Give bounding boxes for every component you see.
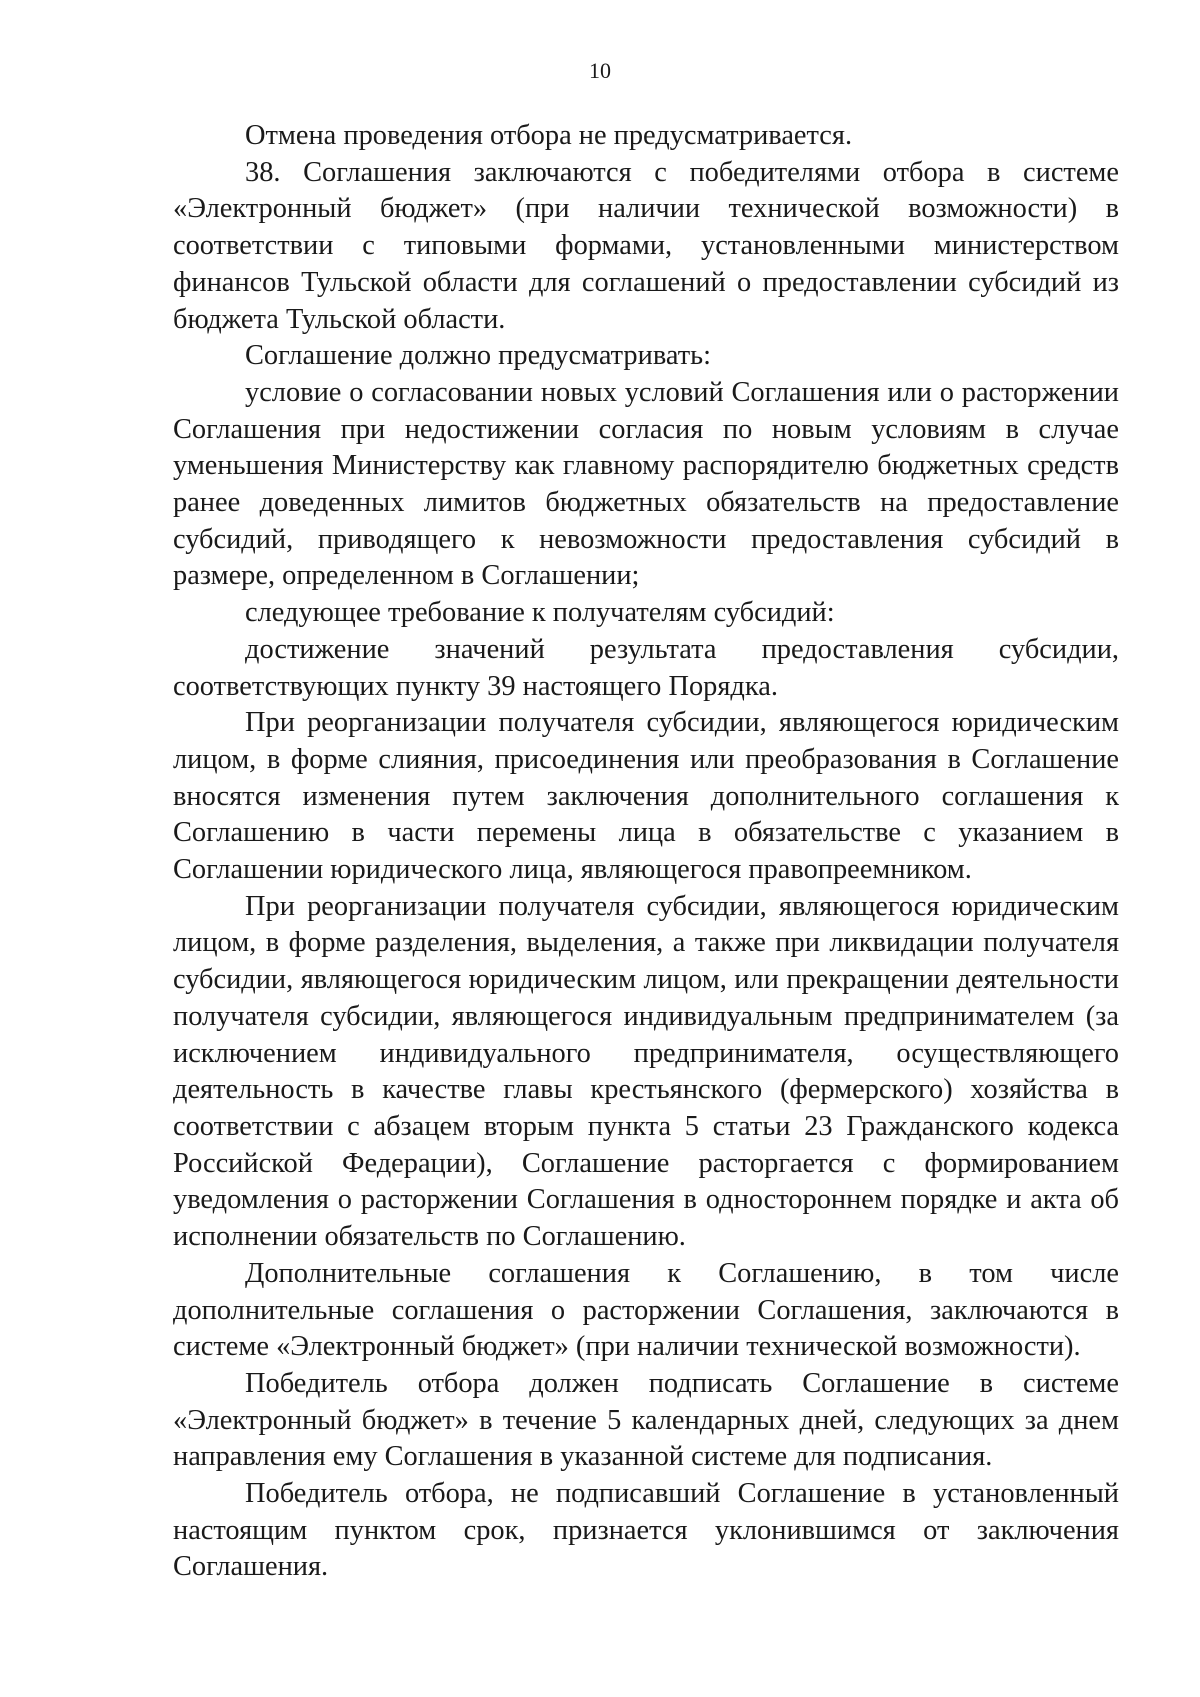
paragraph-result-achievement: достижение значений результата предоставления субсидии, соответствующих пункту 39 настоящего Порядка.: [173, 633, 1119, 702]
paragraph-selection-cancellation: Отмена проведения отбора не предусматривается.: [245, 120, 853, 151]
paragraph-reorganization-division: При реорганизации получателя субсидии, являющегося юридическим лицом, в форме разделения, выделения, а также при ликвидации получателя субсидии, являющегося юридическим лицом, или прекращении деятельности получателя субсидии, являющегося индивидуальным предпринимателем (за исключением индивидуального предпринимателя, осуществляющего деятельность в качестве главы крестьянского (фермерского) хозяйства в соответствии с абзацем вторым пункта 5 статьи 23 Гражданского кодекса Российской Федерации), Соглашение расторгается с формированием уведомления о расторжении Соглашения в одностороннем порядке и акта об исполнении обязательств по Соглашению.: [173, 890, 1119, 1253]
paragraph-additional-agreements: Дополнительные соглашения к Соглашению, в том числе дополнительные соглашения о расторжении Соглашения, заключаются в системе «Электронный бюджет» (при наличии технической возможности).: [173, 1257, 1119, 1363]
paragraph-reorganization-merger: При реорганизации получателя субсидии, являющегося юридическим лицом, в форме слияния, присоединения или преобразования в Соглашение вносятся изменения путем заключения дополнительного соглашения к Соглашению в части перемены лица в обязательстве с указанием в Соглашении юридического лица, являющегося правопреемником.: [173, 707, 1119, 886]
paragraph-winner-signing: Победитель отбора должен подписать Соглашение в системе «Электронный бюджет» в течение 5 календарных дней, следующих за днем направления ему Соглашения в указанной системе для подписания.: [173, 1367, 1119, 1473]
paragraph-condition-new-terms: условие о согласовании новых условий Соглашения или о расторжении Соглашения при недостижении согласия по новым условиям в случае уменьшения Министерству как главному распорядителю бюджетных средств ранее доведенных лимитов бюджетных обязательств на предоставление субсидий, приводящего к невозможности предоставления субсидий в размере, определенном в Соглашении;: [173, 376, 1119, 592]
page-number: 10: [589, 58, 611, 83]
paragraph-agreement-provisions: Соглашение должно предусматривать:: [245, 340, 711, 372]
document-body: [173, 118, 1119, 1586]
paragraph-38-agreements: 38. Соглашения заключаются с победителями отбора в системе «Электронный бюджет» (при наличии технической возможности) в соответствии с типовыми формами, установленными министерством финансов Тульской области для соглашений о предоставлении субсидий из бюджета Тульской области.: [173, 156, 1119, 335]
paragraph-winner-evasion: Победитель отбора, не подписавший Соглашение в установленный настоящим пунктом срок, признается уклонившимся от заключения Соглашения.: [173, 1478, 1119, 1583]
paragraph-requirement-heading: следующее требование к получателям субсидий:: [245, 597, 835, 629]
